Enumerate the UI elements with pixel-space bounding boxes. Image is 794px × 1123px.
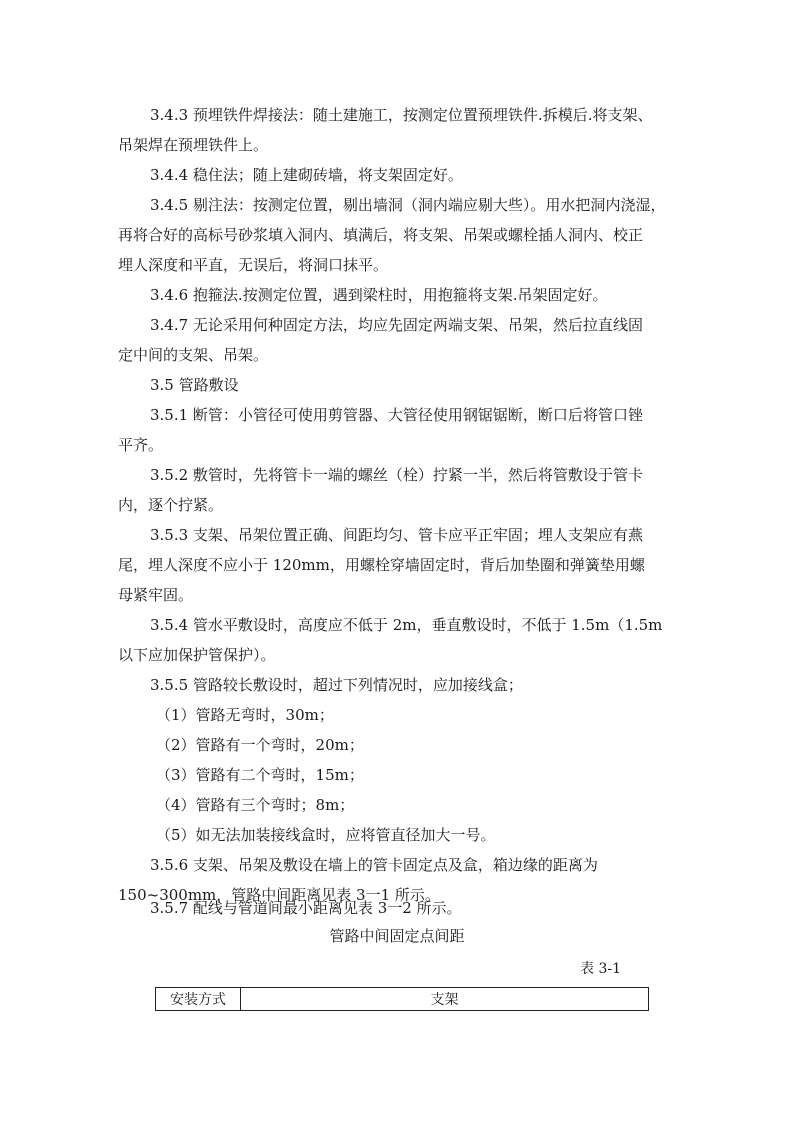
list-item: （4）管路有三个弯时；8m； (156, 796, 355, 814)
text-line: 3.5.6 支架、吊架及敷设在墙上的管卡固定点及盒，箱边缘的距离为 (150, 856, 598, 874)
list-item: （5）如无法加装接线盒时，应将管直径加大一号。 (156, 826, 496, 844)
text-line: 3.5.3 支架、吊架位置正确、间距均匀、管卡应平正牢固；埋人支架应有燕 (150, 526, 643, 544)
paragraph-3-4-4 (118, 160, 676, 190)
text-line: 定中间的支架、吊架。 (118, 346, 269, 364)
text-line: 150~300mm，管路中间距离见表 3一1 所示。 (118, 886, 440, 904)
paragraph-3-4-5 (118, 190, 676, 280)
text-line: 3.5.4 管水平敷设时，高度应不低于 2m，垂直敷设时，不低于 1.5m（1.5m (150, 616, 663, 634)
paragraph-3-5-4 (118, 610, 676, 670)
paragraph-3-5-7 (118, 893, 676, 923)
section-heading-3-5 (118, 370, 676, 400)
paragraph-3-4-6 (118, 280, 676, 310)
text-line: 3.5.2 敷管时，先将管卡一端的螺丝（栓）拧紧一半，然后将管敷设于管卡 (150, 466, 643, 484)
text-line: 尾，埋人深度不应小于 120mm，用螺栓穿墙固定时，背后加垫圈和弹簧垫用螺 (118, 556, 645, 574)
list-item: （3）管路有二个弯时，15m； (156, 766, 364, 784)
text-line: 平齐。 (118, 436, 164, 454)
text-line: 3.4.7 无论采用何种固定方法，均应先固定两端支架、吊架，然后拉直线固 (150, 316, 643, 334)
text-line: 再将合好的高标号砂浆填入洞内、填满后，将支架、吊架或螺栓插人洞内、校正 (118, 226, 644, 244)
paragraph-3-4-3 (118, 100, 676, 160)
table-number: 表 3-1 (580, 961, 621, 977)
text-line: 以下应加保护管保护）。 (118, 646, 276, 664)
list-item: （2）管路有一个弯时，20m； (156, 736, 364, 754)
text-line: 3.5 管路敷设 (150, 376, 239, 394)
paragraph-3-5-1 (118, 400, 676, 460)
table-header-row (156, 988, 649, 1011)
table-header-cell: 支架 (241, 988, 649, 1011)
table-header-cell: 安装方式 (156, 988, 241, 1011)
text-line: 3.5.5 管路较长敷设时，超过下列情况时，应加接线盒； (150, 676, 523, 694)
text-line: 吊架焊在预埋铁件上。 (118, 136, 269, 154)
text-line: 3.4.3 预埋铁件焊接法：随土建施工，按测定位置预埋铁件.拆模后.将支架、 (150, 106, 653, 124)
text-line: 埋人深度和平直，无误后，将洞口抹平。 (118, 256, 389, 274)
text-line: 内，逐个拧紧。 (118, 496, 224, 514)
paragraph-3-4-7 (118, 310, 676, 370)
paragraph-3-5-5 (118, 670, 676, 700)
paragraph-3-5-2 (118, 460, 676, 520)
text-line: 3.5.7 配线与管道间最小距离见表 3一2 所示。 (150, 899, 462, 917)
text-line: 3.4.4 稳住法；随上建砌砖墙，将支架固定好。 (150, 166, 463, 184)
text-line: 3.4.5 剔注法：按测定位置，剔出墙洞（洞内端应剔大些）。用水把洞内浇湿， (150, 196, 666, 214)
text-line: 3.5.1 断管：小管径可使用剪管器、大管径使用钢锯锯断，断口后将管口锉 (150, 406, 643, 424)
list-item: （1）管路无弯时，30m； (156, 706, 334, 724)
text-line: 母紧牢固。 (118, 586, 194, 604)
fixing-spacing-table (155, 987, 649, 1011)
table-title: 管路中间固定点间距 (329, 927, 465, 945)
text-line: 3.4.6 抱箍法.按测定位置，遇到梁柱时，用抱箍将支架.吊架固定好。 (150, 286, 608, 304)
paragraph-3-5-3 (118, 520, 676, 610)
